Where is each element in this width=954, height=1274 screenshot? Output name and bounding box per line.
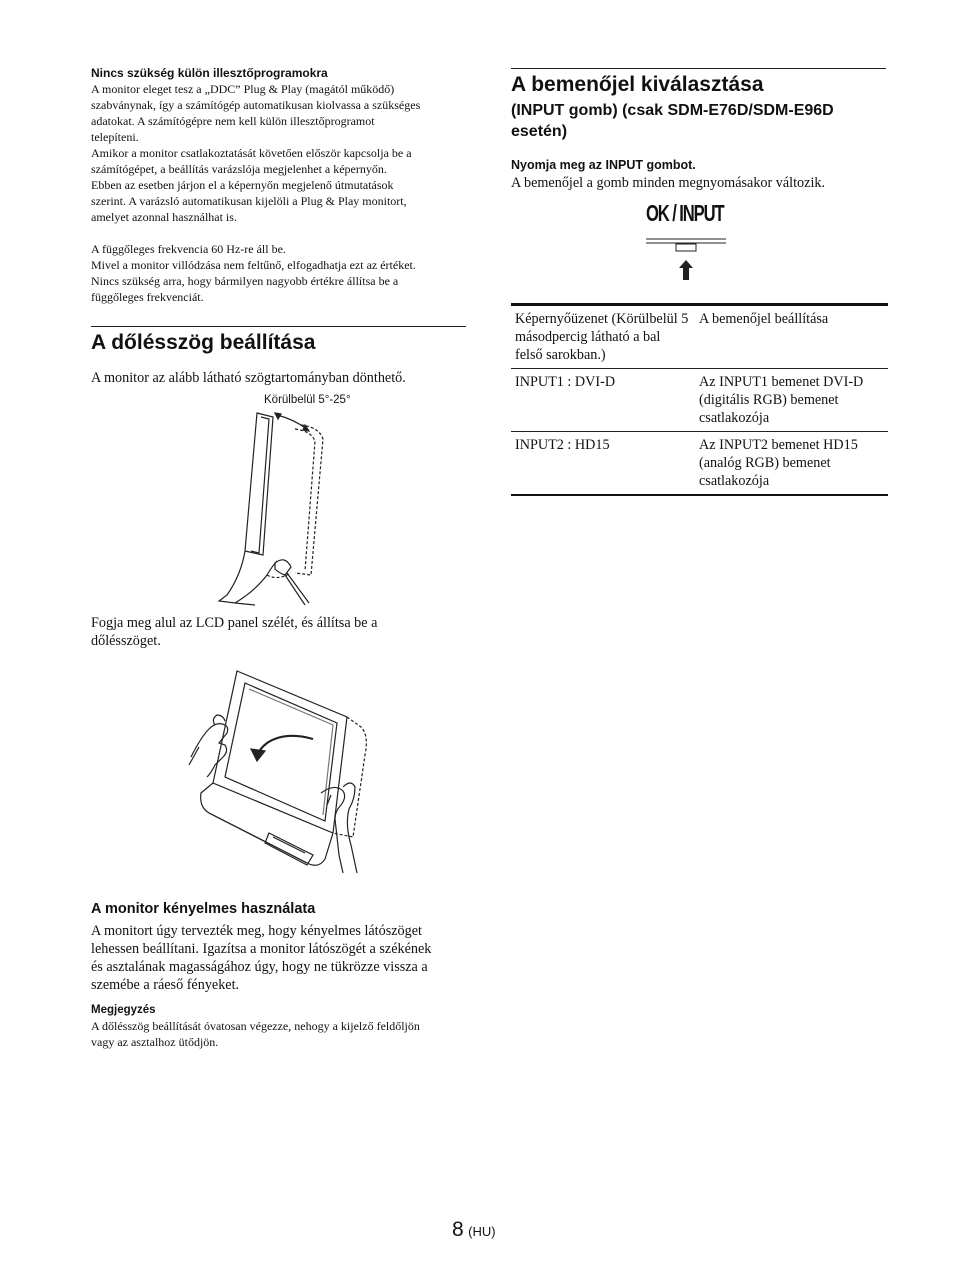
text-line: lehessen beállítani. Igazítsa a monitor látószögét a székének — [91, 941, 432, 957]
text-line: Amikor a monitor csatlakoztatását követően először kapcsolja be a — [91, 146, 412, 160]
arrow-up-icon — [679, 260, 693, 280]
table-cell: Az INPUT1 bemenet DVI-D (digitális RGB) bemenet csatlakozója — [699, 374, 864, 426]
tilt-side-view-illustration — [215, 405, 345, 610]
tilt-section-title: A dőlésszög beállítása — [91, 331, 316, 354]
input-messages-table — [511, 303, 888, 496]
text-line: A monitor eleget tesz a „DDC” Plug & Play (magától működő) — [91, 82, 395, 96]
page-number-value: 8 — [452, 1218, 464, 1241]
input-section-title: A bemenőjel kiválasztása — [511, 73, 764, 96]
text-line: és asztalának magasságához úgy, hogy ne tükrözze vissza a — [91, 959, 428, 975]
driver-paragraph — [91, 81, 471, 225]
text-line: A dőlésszög beállítását óvatosan végezze, nehogy a kijelző feldőljön — [91, 1019, 420, 1033]
text-line: Ebben az esetben járjon el a képernyőn megjelenő útmutatások — [91, 178, 394, 192]
driver-heading: Nincs szükség külön illesztőprogramokra — [91, 66, 328, 80]
text-line: Fogja meg alul az LCD panel szélét, és állítsa be a — [91, 615, 378, 631]
table-cell: Képernyőüzenet (Körülbelül 5 másodpercig látható a bal felső sarokban.) — [515, 311, 689, 363]
input-button-diagram — [644, 236, 728, 284]
press-heading: Nyomja meg az INPUT gombot. — [511, 158, 696, 172]
text-line: Mivel a monitor villódzása nem feltűnő, elfogadhatja ezt az értéket. — [91, 258, 416, 272]
ok-input-button-label: OK / INPUT — [646, 200, 724, 226]
note-paragraph — [91, 1018, 476, 1050]
table-cell: INPUT1 : DVI-D — [515, 374, 616, 390]
text-line: adatokat. A számítógépre nem kell külön illesztőprogramot — [91, 114, 375, 128]
table-cell: Az INPUT2 bemenet HD15 (analóg RGB) bemenet csatlakozója — [699, 437, 858, 489]
table-row — [511, 305, 888, 369]
tilt-angle-label: Körülbelül 5°-25° — [264, 394, 351, 406]
comfort-paragraph — [91, 922, 476, 994]
text-line: szerint. A varázsló automatikusan kijelöli a Plug & Play monitort, — [91, 194, 407, 208]
hands-tilting-illustration — [185, 665, 375, 875]
input-section-subtitle — [511, 100, 891, 142]
page-number — [452, 1218, 496, 1242]
text-line: dőlésszöget. — [91, 633, 161, 649]
text-line: amelyet azonnal használhat is. — [91, 210, 237, 224]
text-line: esetén) — [511, 123, 568, 140]
note-heading: Megjegyzés — [91, 1004, 156, 1016]
text-line: A függőleges frekvencia 60 Hz-re áll be. — [91, 242, 286, 256]
text-line: telepíteni. — [91, 130, 139, 144]
table-row — [511, 432, 888, 496]
frequency-paragraph — [91, 241, 471, 305]
tilt-intro: A monitor az alább látható szögtartományban dönthető. — [91, 370, 406, 386]
table-cell: A bemenőjel beállítása — [699, 311, 829, 327]
text-line: függőleges frekvenciát. — [91, 290, 204, 304]
text-line: A monitort úgy tervezték meg, hogy kényelmes látószöget — [91, 923, 422, 939]
section-rule — [91, 326, 466, 327]
text-line: (INPUT gomb) (csak SDM-E76D/SDM-E96D — [511, 102, 834, 119]
comfort-heading: A monitor kényelmes használata — [91, 901, 316, 917]
text-line: szemébe a ráeső fényeket. — [91, 977, 240, 993]
table-row — [511, 369, 888, 432]
text-line: Nincs szükség arra, hogy bármilyen nagyobb értékre állítsa be a — [91, 274, 399, 288]
text-line: számítógépet, a beállítás varázslója megjelenhet a képernyőn. — [91, 162, 387, 176]
text-line: vagy az asztalhoz ütődjön. — [91, 1035, 219, 1049]
section-rule — [511, 68, 886, 69]
text-line: szabványnak, így a számítógép automatikusan kiolvassa a szükséges — [91, 98, 421, 112]
table-cell: INPUT2 : HD15 — [515, 437, 610, 453]
page-language: (HU) — [468, 1224, 496, 1239]
press-text: A bemenőjel a gomb minden megnyomásakor változik. — [511, 175, 826, 191]
tilt-grip-paragraph — [91, 614, 471, 650]
